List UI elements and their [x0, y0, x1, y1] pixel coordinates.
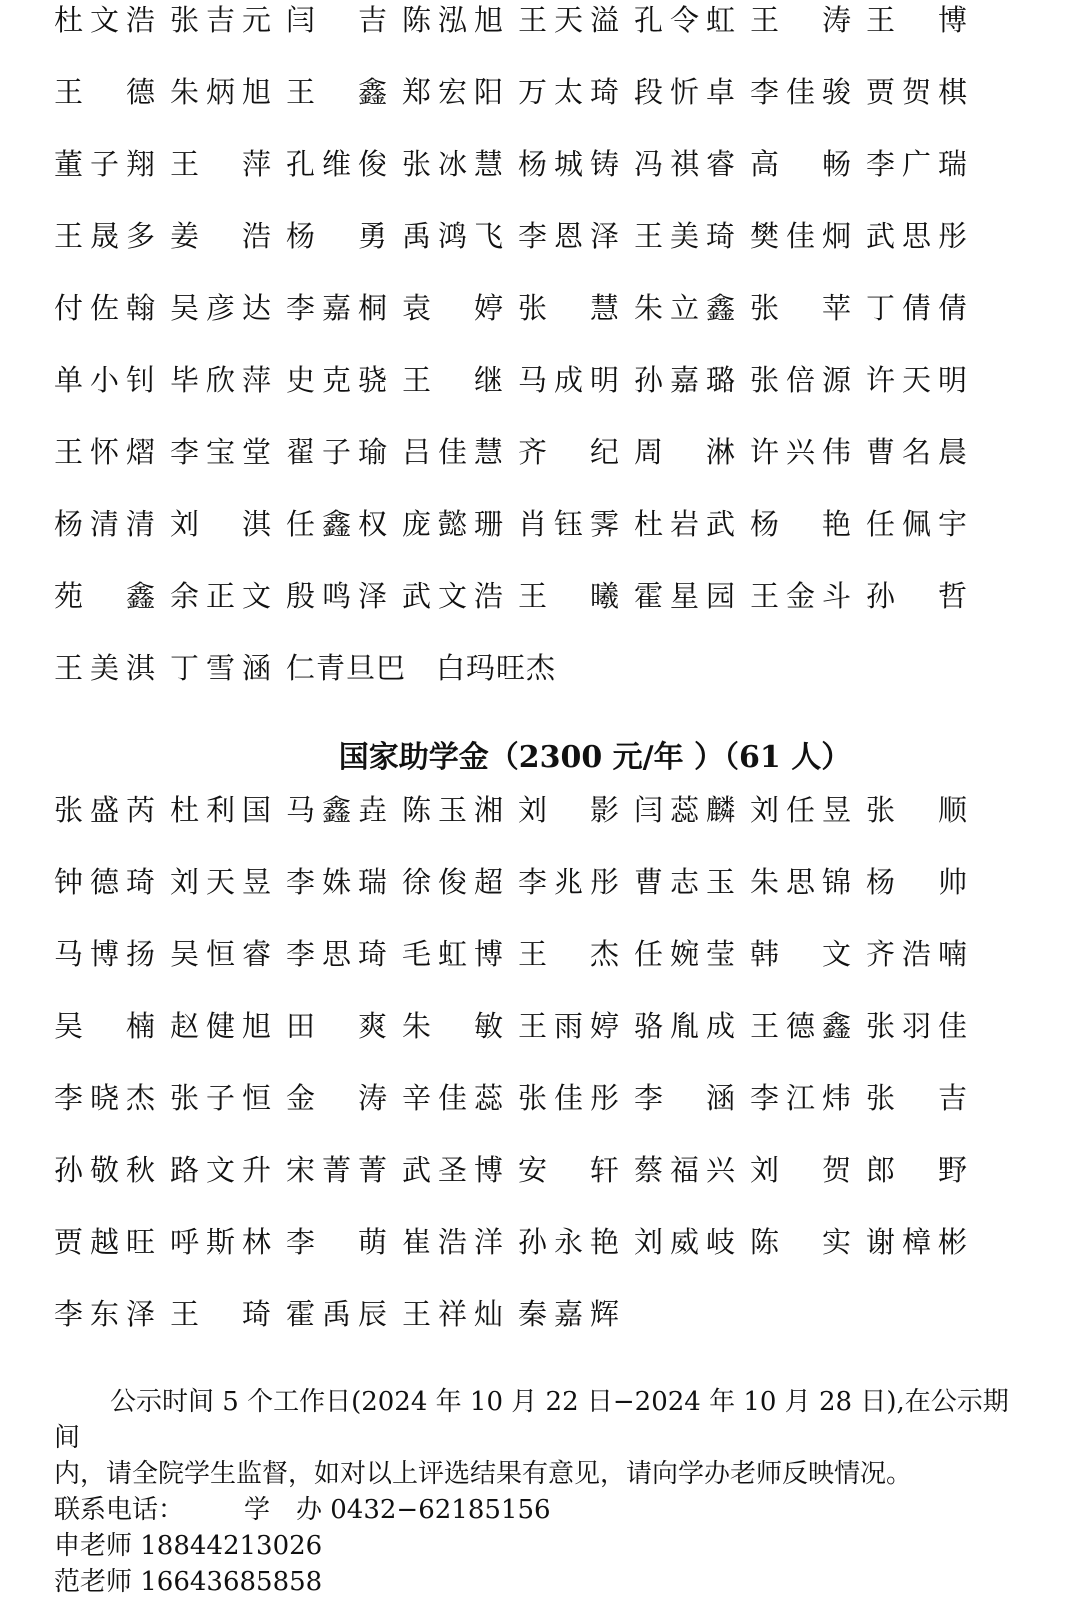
- name-row: [54, 486, 1054, 558]
- student-name: 朱立鑫: [634, 290, 736, 325]
- student-name: 刘 淇: [170, 506, 272, 541]
- student-name: 贾贺棋: [866, 74, 968, 109]
- student-name: 王雨婷: [518, 1008, 620, 1043]
- teacher-contact-1: 申老师 18844213026: [54, 1531, 323, 1561]
- student-name: 王 博: [866, 2, 968, 37]
- student-name: 万太琦: [518, 74, 620, 109]
- student-name: 王怀熠: [54, 434, 156, 469]
- notice-block: [54, 1384, 1034, 1600]
- student-name: 闫蕊麟: [634, 792, 736, 827]
- name-row: [54, 1276, 1054, 1348]
- student-name: 郎 野: [866, 1152, 968, 1187]
- student-name: 张 慧: [518, 290, 620, 325]
- student-name: 许天明: [866, 362, 968, 397]
- student-name: 张盛芮: [54, 792, 156, 827]
- name-row: [54, 198, 1054, 270]
- student-name: 贾越旺: [54, 1224, 156, 1259]
- student-name: 王 萍: [170, 146, 272, 181]
- student-name: 杜文浩: [54, 2, 156, 37]
- student-name: 任鑫权: [286, 506, 388, 541]
- student-name: 刘 贺: [750, 1152, 852, 1187]
- student-name: 呼斯林: [170, 1224, 272, 1259]
- student-name: 李 涵: [634, 1080, 736, 1115]
- student-name: 李广瑞: [866, 146, 968, 181]
- student-name: 陈玉湘: [402, 792, 504, 827]
- student-name: 李东泽: [54, 1296, 156, 1331]
- student-name: 霍星园: [634, 578, 736, 613]
- student-name: 许兴伟: [750, 434, 852, 469]
- student-name: 王祥灿: [402, 1296, 504, 1331]
- student-name: 赵健旭: [170, 1008, 272, 1043]
- student-name: 秦嘉辉: [518, 1296, 620, 1331]
- student-name: 王 继: [402, 362, 504, 397]
- student-name: 付佐翰: [54, 290, 156, 325]
- student-name: 孔令虹: [634, 2, 736, 37]
- name-row: [54, 342, 1054, 414]
- name-list-section-1: [54, 0, 1054, 702]
- contact-value: 学 办 0432−62185156: [244, 1495, 551, 1525]
- student-name: 谢樟彬: [866, 1224, 968, 1259]
- student-name: 杨 帅: [866, 864, 968, 899]
- student-name: 宋菁菁: [286, 1152, 388, 1187]
- student-name: 吴彦达: [170, 290, 272, 325]
- student-name: 韩 文: [750, 936, 852, 971]
- student-name: 吴恒睿: [170, 936, 272, 971]
- student-name: 张吉元: [170, 2, 272, 37]
- section-title-national-grant: 国家助学金（2300 元/年 ）（61 人）: [338, 740, 852, 775]
- student-name: 刘任昱: [750, 792, 852, 827]
- student-name: 丁雪涵: [170, 650, 272, 685]
- student-name: 朱 敏: [402, 1008, 504, 1043]
- student-name: 杨城铸: [518, 146, 620, 181]
- student-name: 任婉莹: [634, 936, 736, 971]
- student-name: 袁 婷: [402, 290, 504, 325]
- name-list-section-2: [54, 772, 1054, 1348]
- student-name: 杨清清: [54, 506, 156, 541]
- student-name: 王美淇: [54, 650, 156, 685]
- student-name: 杜利国: [170, 792, 272, 827]
- student-name: 金 涛: [286, 1080, 388, 1115]
- student-name: 王德鑫: [750, 1008, 852, 1043]
- student-name: 马博扬: [54, 936, 156, 971]
- student-name: 闫 吉: [286, 2, 388, 37]
- student-name: 张 吉: [866, 1080, 968, 1115]
- student-name: 王天溢: [518, 2, 620, 37]
- name-row: [54, 1060, 1054, 1132]
- student-name: 王 杰: [518, 936, 620, 971]
- student-name: 王 琦: [170, 1296, 272, 1331]
- student-name: 孙永艳: [518, 1224, 620, 1259]
- notice-line-2: 内，请全院学生监督，如对以上评选结果有意见，请向学办老师反映情况。: [54, 1459, 913, 1489]
- student-name: 孙嘉璐: [634, 362, 736, 397]
- student-name: 孔维俊: [286, 146, 388, 181]
- student-name: 安 轩: [518, 1152, 620, 1187]
- student-name: 马鑫垚: [286, 792, 388, 827]
- student-name: 仁青旦巴: [286, 650, 407, 685]
- name-row: [54, 54, 1054, 126]
- student-name: 曹志玉: [634, 864, 736, 899]
- student-name: 吴 楠: [54, 1008, 156, 1043]
- student-name: 冯祺睿: [634, 146, 736, 181]
- name-row: [54, 558, 1054, 630]
- student-name: 辛佳蕊: [402, 1080, 504, 1115]
- student-name: 毕欣萍: [170, 362, 272, 397]
- name-row: [54, 988, 1054, 1060]
- contact-row: [54, 1492, 1034, 1528]
- student-name: 毛虹博: [402, 936, 504, 971]
- student-name: 骆胤成: [634, 1008, 736, 1043]
- student-name: 王美琦: [634, 218, 736, 253]
- student-name: 张倍源: [750, 362, 852, 397]
- student-name: 李佳骏: [750, 74, 852, 109]
- student-name: 姜 浩: [170, 218, 272, 253]
- student-name: 张羽佳: [866, 1008, 968, 1043]
- student-name: 崔浩洋: [402, 1224, 504, 1259]
- student-name: 刘 影: [518, 792, 620, 827]
- student-name: 陈 实: [750, 1224, 852, 1259]
- student-name: 王金斗: [750, 578, 852, 613]
- student-name: 张佳彤: [518, 1080, 620, 1115]
- student-name: 段忻卓: [634, 74, 736, 109]
- name-row: [54, 916, 1054, 988]
- name-row: [54, 1132, 1054, 1204]
- student-name: 丁倩倩: [866, 290, 968, 325]
- student-name: 李江炜: [750, 1080, 852, 1115]
- student-name: 杨 艳: [750, 506, 852, 541]
- student-name: 单小钊: [54, 362, 156, 397]
- student-name: 霍禹辰: [286, 1296, 388, 1331]
- student-name: 马成明: [518, 362, 620, 397]
- name-row: [54, 126, 1054, 198]
- name-row: [54, 630, 1054, 702]
- student-name: 王 曦: [518, 578, 620, 613]
- student-name: 武文浩: [402, 578, 504, 613]
- student-name: 徐俊超: [402, 864, 504, 899]
- student-name: 白玛旺杰: [436, 650, 557, 685]
- student-name: 刘天昱: [170, 864, 272, 899]
- student-name: 肖钰霁: [518, 506, 620, 541]
- student-name: 钟德琦: [54, 864, 156, 899]
- student-name: 李恩泽: [518, 218, 620, 253]
- student-name: 王 涛: [750, 2, 852, 37]
- student-name: 郑宏阳: [402, 74, 504, 109]
- student-name: 周 淋: [634, 434, 736, 469]
- student-name: 殷鸣泽: [286, 578, 388, 613]
- student-name: 张冰慧: [402, 146, 504, 181]
- student-name: 陈泓旭: [402, 2, 504, 37]
- student-name: 李晓杰: [54, 1080, 156, 1115]
- student-name: 朱思锦: [750, 864, 852, 899]
- student-name: 孙 哲: [866, 578, 968, 613]
- student-name: 董子翔: [54, 146, 156, 181]
- student-name: 蔡福兴: [634, 1152, 736, 1187]
- student-name: 孙敬秋: [54, 1152, 156, 1187]
- name-row: [54, 414, 1054, 486]
- student-name: 李姝瑞: [286, 864, 388, 899]
- student-name: 齐浩喃: [866, 936, 968, 971]
- student-name: 李思琦: [286, 936, 388, 971]
- student-name: 朱炳旭: [170, 74, 272, 109]
- name-row: [54, 844, 1054, 916]
- student-name: 王 德: [54, 74, 156, 109]
- student-name: 李宝堂: [170, 434, 272, 469]
- teacher-contact-2: 范老师 16643685858: [54, 1567, 323, 1597]
- name-row: [54, 772, 1054, 844]
- student-name: 翟子瑜: [286, 434, 388, 469]
- notice-line-1: 公示时间 5 个工作日(2024 年 10 月 22 日−2024 年 10 月 28 日),在公示期间: [54, 1387, 1009, 1453]
- student-name: 王晟多: [54, 218, 156, 253]
- student-name: 樊佳炯: [750, 218, 852, 253]
- student-name: 高 畅: [750, 146, 852, 181]
- student-name: 杨 勇: [286, 218, 388, 253]
- student-name: 李嘉桐: [286, 290, 388, 325]
- student-name: 苑 鑫: [54, 578, 156, 613]
- name-row: [54, 1204, 1054, 1276]
- student-name: 刘威岐: [634, 1224, 736, 1259]
- student-name: 庞懿珊: [402, 506, 504, 541]
- student-name: 李 萌: [286, 1224, 388, 1259]
- student-name: 余正文: [170, 578, 272, 613]
- student-name: 张 苹: [750, 290, 852, 325]
- student-name: 田 爽: [286, 1008, 388, 1043]
- student-name: 王 鑫: [286, 74, 388, 109]
- student-name: 武圣博: [402, 1152, 504, 1187]
- student-name: 张 顺: [866, 792, 968, 827]
- student-name: 吕佳慧: [402, 434, 504, 469]
- name-row: [54, 270, 1054, 342]
- name-row: [54, 0, 1054, 54]
- student-name: 杜岩武: [634, 506, 736, 541]
- student-name: 路文升: [170, 1152, 272, 1187]
- student-name: 禹鸿飞: [402, 218, 504, 253]
- contact-label: 联系电话：: [54, 1495, 185, 1525]
- student-name: 曹名晨: [866, 434, 968, 469]
- student-name: 张子恒: [170, 1080, 272, 1115]
- student-name: 李兆彤: [518, 864, 620, 899]
- student-name: 武思彤: [866, 218, 968, 253]
- student-name: 史克骁: [286, 362, 388, 397]
- student-name: 齐 纪: [518, 434, 620, 469]
- student-name: 任佩宇: [866, 506, 968, 541]
